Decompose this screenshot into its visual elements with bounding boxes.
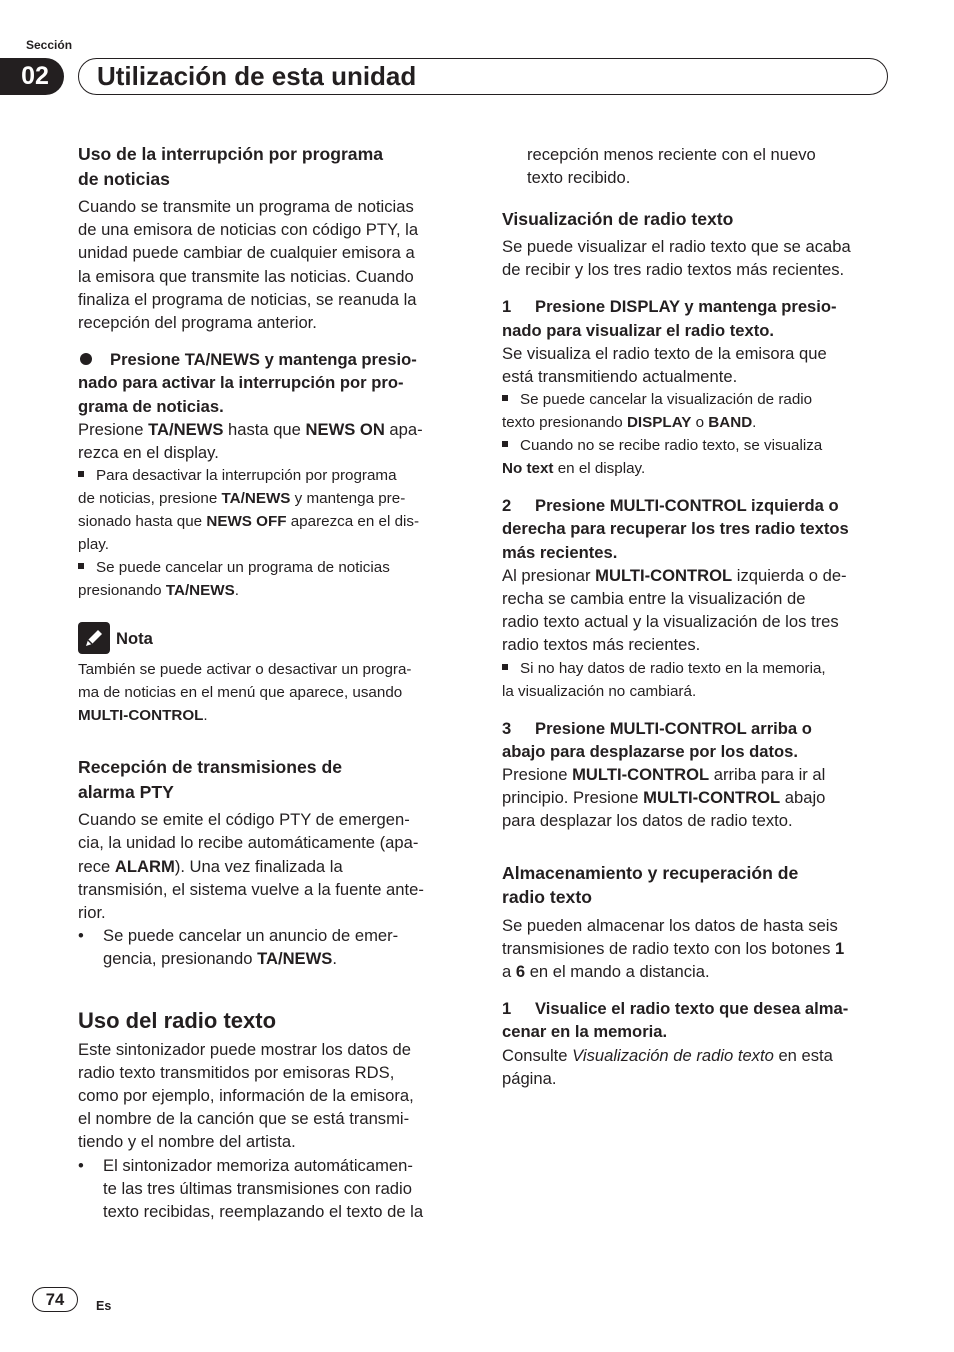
- text: .: [203, 707, 208, 725]
- key-name: 1: [835, 938, 845, 958]
- text-line: el nombre de la canción que se está transmi-: [78, 1109, 410, 1129]
- square-bullet-icon: [502, 664, 508, 670]
- bullet-item: [78, 1154, 464, 1224]
- text-line: [78, 579, 464, 602]
- text: arriba para ir al: [709, 764, 826, 784]
- text-line: radio textos más recientes.: [502, 635, 701, 655]
- right-column: [502, 142, 888, 1090]
- cross-reference: Visualización de radio texto: [572, 1045, 774, 1065]
- step-line: más recientes.: [502, 542, 618, 562]
- radio-text-heading: Uso del radio texto: [78, 1007, 277, 1033]
- text-line: recepción del programa anterior.: [78, 313, 317, 333]
- vis-note-3: [502, 657, 888, 703]
- text-line: Cuando se emite el código PTY de emergen-: [78, 810, 410, 830]
- section-number-tab: 02: [0, 58, 64, 95]
- key-name: TA/NEWS: [257, 949, 333, 969]
- text-line: de una emisora de noticias con código PTY, la: [78, 220, 419, 240]
- bullet-dot-icon: [80, 353, 92, 365]
- text-line: para desplazar los datos de radio texto.: [502, 811, 793, 831]
- key-name: DISPLAY: [626, 414, 692, 432]
- text-line: [78, 487, 464, 510]
- text: texto recibidas, reemplazando el texto de la: [103, 1202, 424, 1222]
- text: .: [752, 414, 757, 432]
- store-step-1: [502, 997, 888, 1043]
- text: te las tres últimas transmisiones con radio: [103, 1178, 412, 1198]
- text: principio. Presione: [502, 788, 644, 808]
- vis-step-2-result: [502, 564, 888, 657]
- store-heading: [502, 861, 888, 910]
- text-line: recha se cambia entre la visualización de: [502, 588, 806, 608]
- text-line: está transmitiendo actualmente.: [502, 366, 738, 386]
- news-heading-line: Uso de la interrupción por programa: [78, 144, 384, 164]
- text: Si no hay datos de radio texto en la memoria,: [520, 659, 826, 677]
- display-text: NEWS ON: [305, 419, 385, 439]
- text-line: [78, 556, 464, 579]
- text: Se puede cancelar un anuncio de emer-: [103, 926, 399, 946]
- text-line: de recibir y los tres radio textos más recientes.: [502, 260, 845, 280]
- text-line: [78, 704, 464, 727]
- text-line: finaliza el programa de noticias, se reanuda la: [78, 289, 417, 309]
- text-line: rezca en el display.: [78, 443, 219, 463]
- text: gencia, presionando: [103, 949, 258, 969]
- text-line: [502, 564, 888, 587]
- alarm-heading: [78, 755, 464, 804]
- text: en esta: [773, 1045, 833, 1065]
- key-name: MULTI-CONTROL: [78, 707, 204, 725]
- text-line: tiendo y el nombre del artista.: [78, 1132, 296, 1152]
- text: Presione MULTI-CONTROL izquierda o: [535, 496, 839, 516]
- left-column: [78, 142, 464, 1223]
- text-line: play.: [78, 536, 109, 554]
- text: aparezca en el dis-: [286, 513, 420, 531]
- text: ). Una vez finalizada la: [174, 856, 343, 876]
- heading-line: alarma PTY: [78, 781, 174, 802]
- text-line: rior.: [78, 903, 106, 923]
- text: Cuando no se recibe radio texto, se visualiza: [520, 437, 823, 455]
- text-line: [502, 1044, 888, 1067]
- text: Visualice el radio texto que desea alma-: [535, 999, 849, 1019]
- news-heading: [78, 142, 464, 191]
- radio-text-body: [78, 1038, 464, 1224]
- nota-body: [78, 658, 464, 727]
- text: de noticias, presione: [78, 490, 222, 508]
- text-line: [78, 855, 464, 878]
- text-line: [502, 411, 888, 434]
- text-line: la visualización no cambiará.: [502, 682, 697, 700]
- step-number: 1: [502, 297, 512, 317]
- text: rece: [78, 856, 115, 876]
- step-line: derecha para recuperar los tres radio textos: [502, 519, 849, 539]
- text: transmisiones de radio texto con los botones: [502, 938, 835, 958]
- step-line: nado para activar la interrupción por pro-: [78, 373, 404, 393]
- text: o: [691, 414, 709, 432]
- step-line: [502, 717, 888, 740]
- text: en el mando a distancia.: [525, 961, 710, 981]
- step-line: [78, 348, 464, 371]
- text: sionado hasta que: [78, 513, 207, 531]
- step-line: nado para visualizar el radio texto.: [502, 320, 775, 340]
- text-line: También se puede activar o desactivar un progra-: [78, 661, 412, 679]
- vis-step-3-result: [502, 763, 888, 833]
- display-text: NEWS OFF: [206, 513, 287, 531]
- text: Para desactivar la interrupción por programa: [96, 467, 397, 485]
- nota-header: [78, 620, 464, 656]
- text-line: Este sintonizador puede mostrar los datos de: [78, 1039, 411, 1059]
- display-text: ALARM: [114, 856, 175, 876]
- step-line: [502, 295, 888, 318]
- chapter-title-text: Utilización de esta unidad: [97, 61, 417, 91]
- news-step: [78, 348, 464, 418]
- key-name: TA/NEWS: [221, 490, 291, 508]
- step-line: abajo para desplazarse por los datos.: [502, 741, 799, 761]
- text: Presione DISPLAY y mantenga presio-: [535, 297, 837, 317]
- text: El sintonizador memoriza automáticamen-: [103, 1155, 413, 1175]
- vis-note-2: [502, 434, 888, 480]
- heading-line: radio texto: [502, 887, 592, 908]
- display-text: No text: [502, 460, 554, 478]
- section-label: Sección: [26, 38, 73, 52]
- heading-line: Almacenamiento y recuperación de: [502, 862, 799, 883]
- store-body: [502, 914, 888, 984]
- text: Presione MULTI-CONTROL arriba o: [535, 718, 812, 738]
- text-line: Se visualiza el radio texto de la emisora que: [502, 343, 827, 363]
- step-number: 2: [502, 496, 512, 516]
- text-line: [502, 960, 888, 983]
- text-line: cia, la unidad lo recibe automáticamente (apa-: [78, 833, 419, 853]
- heading-line: Recepción de transmisiones de: [78, 757, 342, 778]
- text: Presione: [502, 764, 573, 784]
- step-line: cenar en la memoria.: [502, 1022, 668, 1042]
- news-note-1: [78, 464, 464, 556]
- news-heading-line: de noticias: [78, 168, 170, 189]
- alarm-body: [78, 808, 464, 970]
- square-bullet-icon: [78, 471, 84, 477]
- text: Se puede cancelar la visualización de radio: [520, 391, 813, 409]
- key-name: 6: [515, 961, 526, 981]
- vis-step-2: [502, 494, 888, 564]
- step-line: grama de noticias.: [78, 396, 224, 416]
- step-text: Presione TA/NEWS y mantenga presio-: [110, 350, 417, 370]
- text: Presione: [78, 419, 149, 439]
- text-line: [78, 510, 464, 533]
- text-line: radio texto transmitidos por emisoras RDS,: [78, 1062, 395, 1082]
- store-step-1-result: [502, 1044, 888, 1090]
- news-result: [78, 418, 464, 464]
- text-line: [502, 786, 888, 809]
- text-line: página.: [502, 1068, 557, 1088]
- square-bullet-icon: [502, 441, 508, 447]
- key-name: TA/NEWS: [148, 419, 224, 439]
- text: Al presionar: [502, 565, 596, 585]
- text-line: ma de noticias en el menú que aparece, usando: [78, 684, 403, 702]
- key-name: TA/NEWS: [165, 582, 235, 600]
- chapter-title: [78, 58, 888, 95]
- text-line: unidad puede cambiar de cualquier emisora a: [78, 243, 415, 263]
- square-bullet-icon: [502, 395, 508, 401]
- text: izquierda o de-: [732, 565, 847, 585]
- text: Consulte: [502, 1045, 573, 1065]
- news-note-2: [78, 556, 464, 602]
- nota-label: Nota: [116, 628, 153, 648]
- text-line: [78, 418, 464, 441]
- vis-step-3: [502, 717, 888, 763]
- text: .: [332, 949, 337, 969]
- text: texto presionando: [502, 414, 627, 432]
- vis-body: [502, 235, 888, 281]
- step-number: 1: [502, 999, 512, 1019]
- text-line: [502, 937, 888, 960]
- text-line: [78, 464, 464, 487]
- text-line: transmisión, el sistema vuelve a la fuente ante-: [78, 879, 424, 899]
- text: apa-: [384, 419, 423, 439]
- text-line: [502, 763, 888, 786]
- step-line: [502, 494, 888, 517]
- text-line: [502, 657, 888, 680]
- key-name: BAND: [708, 414, 753, 432]
- text-line: como por ejemplo, información de la emisora,: [78, 1086, 414, 1106]
- language-code: Es: [96, 1299, 112, 1313]
- text: .: [234, 582, 239, 600]
- step-number: 3: [502, 718, 512, 738]
- text-line: Se pueden almacenar los datos de hasta seis: [502, 915, 838, 935]
- text-line: Se puede visualizar el radio texto que se acaba: [502, 236, 851, 256]
- text-line: [502, 434, 888, 457]
- text: presionando: [78, 582, 166, 600]
- step-line: [502, 997, 888, 1020]
- vis-heading: Visualización de radio texto: [502, 209, 734, 230]
- vis-step-1-result: [502, 342, 888, 388]
- key-name: MULTI-CONTROL: [643, 788, 781, 808]
- text-line: recepción menos reciente con el nuevo: [527, 145, 816, 164]
- continued-bullet: [502, 143, 888, 189]
- vis-step-1: [502, 295, 888, 341]
- text-line: Cuando se transmite un programa de noticias: [78, 197, 414, 216]
- text: Se puede cancelar un programa de noticias: [96, 559, 390, 577]
- square-bullet-icon: [78, 563, 84, 569]
- text: en el display.: [553, 460, 646, 478]
- text: hasta que: [223, 419, 306, 439]
- text-line: [502, 388, 888, 411]
- page-number: 74: [32, 1287, 78, 1312]
- text-line: la emisora que transmite las noticias. Cuando: [78, 266, 414, 286]
- key-name: MULTI-CONTROL: [595, 565, 733, 585]
- text-line: texto recibido.: [527, 168, 631, 188]
- bullet-item: [78, 924, 464, 970]
- text-line: [502, 457, 888, 480]
- key-name: MULTI-CONTROL: [572, 764, 710, 784]
- news-body: [78, 195, 464, 334]
- text: a: [502, 961, 516, 981]
- text: y mantenga pre-: [290, 490, 406, 508]
- text-line: radio texto actual y la visualización de los tres: [502, 612, 839, 632]
- pencil-icon: [78, 622, 110, 654]
- vis-note-1: [502, 388, 888, 434]
- text: abajo: [780, 788, 826, 808]
